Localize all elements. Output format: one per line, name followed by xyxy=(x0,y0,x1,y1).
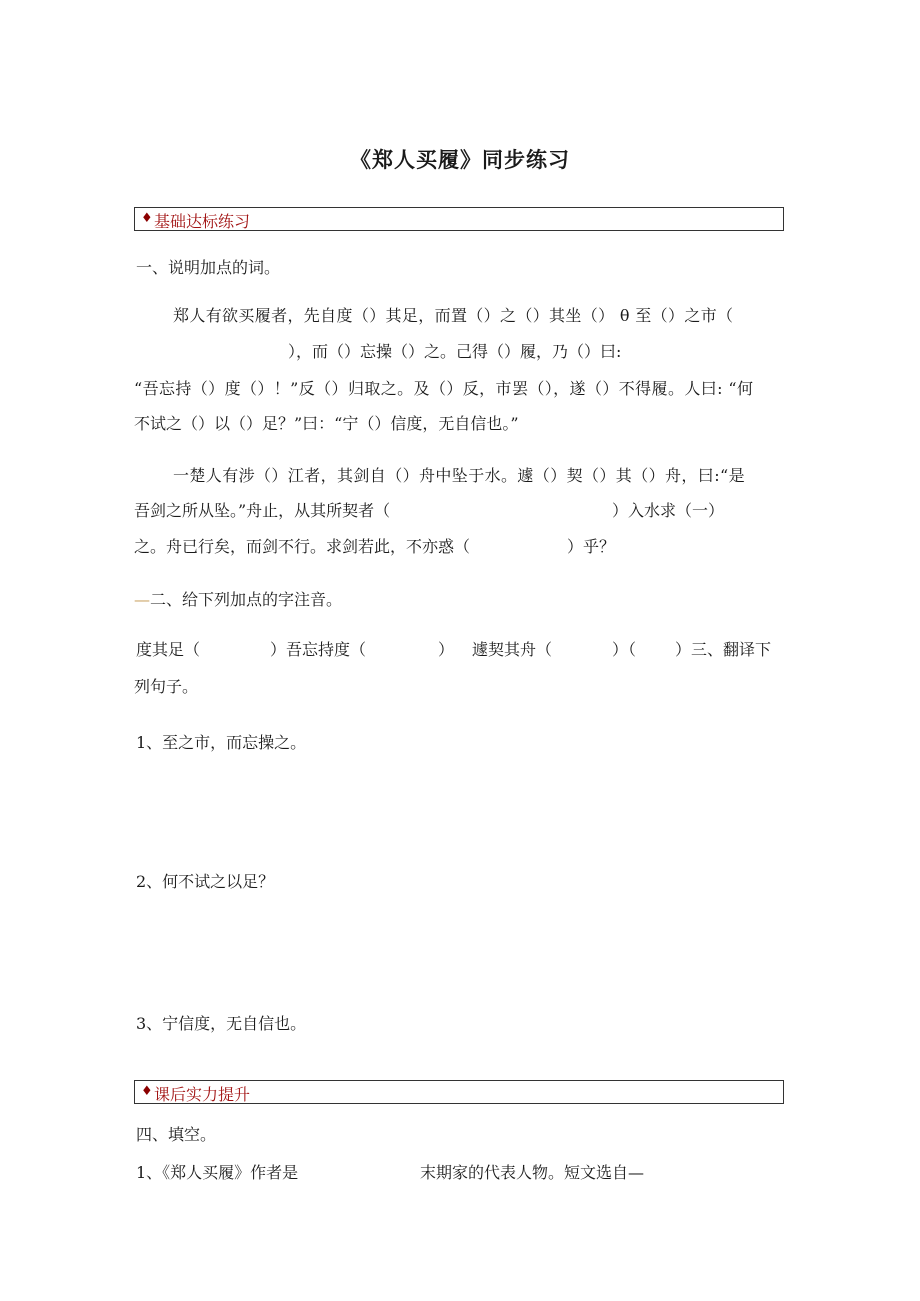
pinyin-item-1: 度其足（ xyxy=(136,640,201,659)
question-3-heading-cont: 列句子。 xyxy=(134,677,199,696)
passage-1-line-3: “吾忘持（）度（）！”反（）归取之。及（）反，市罢（），遂（）不得履。人曰: “何 xyxy=(134,379,754,398)
translate-sentence-1: 1、至之市，而忘操之。 xyxy=(136,733,307,752)
diamond-icon: ♦ xyxy=(141,211,153,226)
question-2-heading: 二、给下列加点的字注音。 xyxy=(150,590,343,609)
passage-2-line-3b: ）乎？ xyxy=(567,537,616,556)
fill-blank-1a: 1、《郑人买履》作者是 xyxy=(136,1163,299,1182)
translate-sentence-2: 2、何不试之以足？ xyxy=(136,872,275,891)
pinyin-item-2-close: ） xyxy=(438,640,455,659)
section-header-basic xyxy=(134,207,784,231)
question-3-heading: ）三、翻译下 xyxy=(675,640,772,659)
section-header-advanced xyxy=(134,1080,784,1104)
dash-mark: — xyxy=(134,590,150,609)
question-1-heading: 一、说明加点的词。 xyxy=(136,258,281,277)
question-4-heading: 四、填空。 xyxy=(136,1125,217,1144)
passage-2-line-3a: 之。舟已行矣，而剑不行。求剑若此，不亦惑（ xyxy=(134,537,471,556)
passage-2-line-2b: ）入水求（一） xyxy=(612,501,725,520)
passage-1-line-1: 郑人有欲买履者，先自度（）其足，而置（）之（）其坐（） θ 至（）之市（ xyxy=(173,306,734,325)
section-label: 基础达标练习 xyxy=(154,212,251,231)
pinyin-item-3-close: ）（ xyxy=(612,640,637,659)
passage-1-line-2: ），而（）忘操（）之。己得（）履，乃（）曰: xyxy=(288,342,622,361)
section-label: 课后实力提升 xyxy=(154,1085,251,1104)
pinyin-item-2: ）吾忘持度（ xyxy=(270,640,367,659)
question-2-heading-row xyxy=(134,590,342,610)
passage-1-line-4: 不试之（）以（）足？”曰：“宁（）信度，无自信也。” xyxy=(134,414,519,433)
passage-2-line-2a: 吾剑之所从坠。”舟止，从其所契者（ xyxy=(134,501,391,520)
pinyin-item-3: 遽契其舟（ xyxy=(472,640,553,659)
diamond-icon: ♦ xyxy=(141,1084,153,1099)
fill-blank-1b: 末期家的代表人物。短文选自— xyxy=(420,1163,645,1182)
passage-2-line-1: 一楚人有涉（）江者，其剑自（）舟中坠于水。遽（）契（）其（）舟，曰:“是 xyxy=(173,466,745,485)
translate-sentence-3: 3、宁信度，无自信也。 xyxy=(136,1014,307,1033)
page-title: 《郑人买履》同步练习 xyxy=(350,148,570,172)
